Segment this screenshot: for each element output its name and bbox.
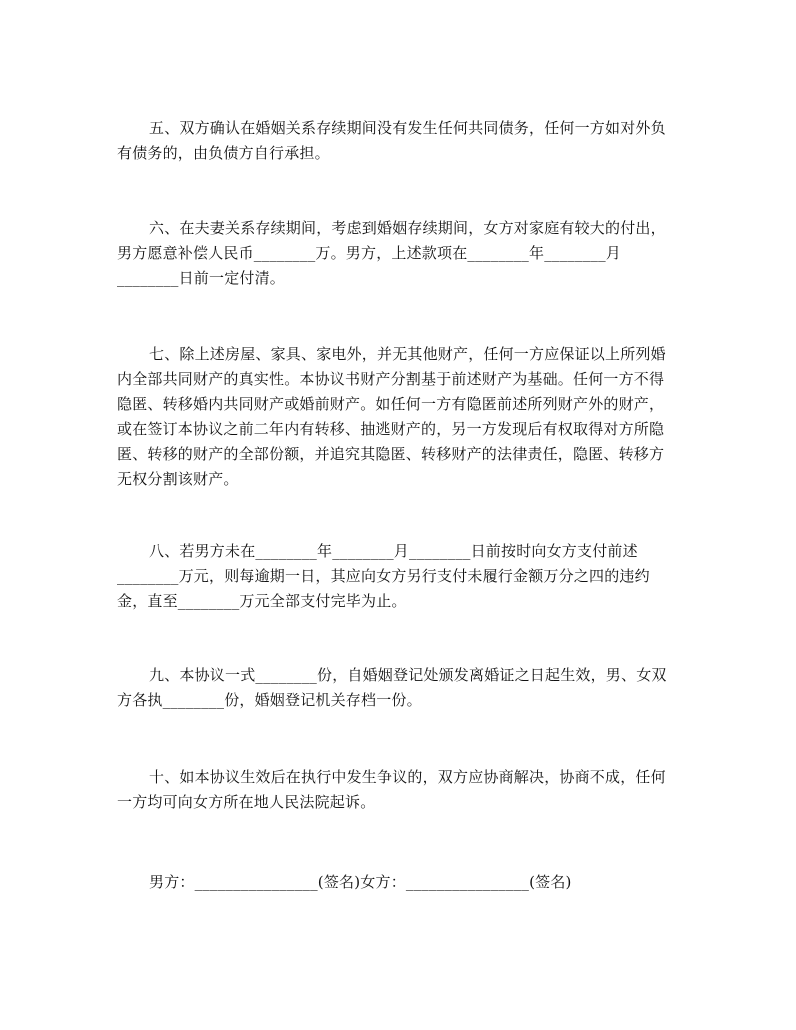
clause-8 xyxy=(117,539,689,614)
clause-line: 六、在夫妻关系存续期间，考虑到婚姻存续期间，女方对家庭有较大的付出， xyxy=(149,219,666,237)
clause-5 xyxy=(117,116,689,166)
clause-6 xyxy=(117,216,689,291)
clause-9 xyxy=(117,663,689,713)
clause-line: 内全部共同财产的真实性。本协议书财产分割基于前述财产为基础。任何一方不得 xyxy=(117,370,665,388)
clause-line: 金，直至________万元全部支付完毕为止。 xyxy=(117,592,407,610)
clause-7 xyxy=(117,342,689,492)
signature-line: 男方：________________(签名)女方：________________(签名) xyxy=(149,873,572,891)
clause-line: ________万元，则每逾期一日，其应向女方另行支付未履行金额万分之四的违约 xyxy=(117,567,650,585)
clause-line: ________日前一定付清。 xyxy=(117,269,286,287)
clause-line: 方各执________份，婚姻登记机关存档一份。 xyxy=(117,691,422,709)
clause-line: 五、双方确认在婚姻关系存续期间没有发生任何共同债务，任何一方如对外负 xyxy=(149,119,666,137)
clause-line: 有债务的，由负债方自行承担。 xyxy=(117,144,330,162)
clause-line: 一方均可向女方所在地人民法院起诉。 xyxy=(117,793,376,811)
clause-line: 十、如本协议生效后在执行中发生争议的，双方应协商解决，协商不成，任何 xyxy=(149,768,666,786)
clause-line: 隐匿、转移婚内共同财产或婚前财产。如任何一方有隐匿前述所列财产外的财产， xyxy=(117,395,665,413)
clause-line: 匿、转移的财产的全部份额，并追究其隐匿、转移财产的法律责任，隐匿、转移方 xyxy=(117,445,665,463)
clause-line: 男方愿意补偿人民币________万。男方，上述款项在________年________月 xyxy=(117,244,622,262)
clause-line: 九、本协议一式________份，自婚姻登记处颁发离婚证之日起生效，男、女双 xyxy=(149,666,667,684)
clause-10 xyxy=(117,765,689,815)
clause-line: 七、除上述房屋、家具、家电外，并无其他财产，任何一方应保证以上所列婚 xyxy=(149,345,666,363)
clause-line: 或在签订本协议之前二年内有转移、抽逃财产的，另一方发现后有权取得对方所隐 xyxy=(117,420,665,438)
clause-line: 八、若男方未在________年________月________日前按时向女方支付前述 xyxy=(149,542,638,560)
clause-line: 无权分割该财产。 xyxy=(117,470,239,488)
